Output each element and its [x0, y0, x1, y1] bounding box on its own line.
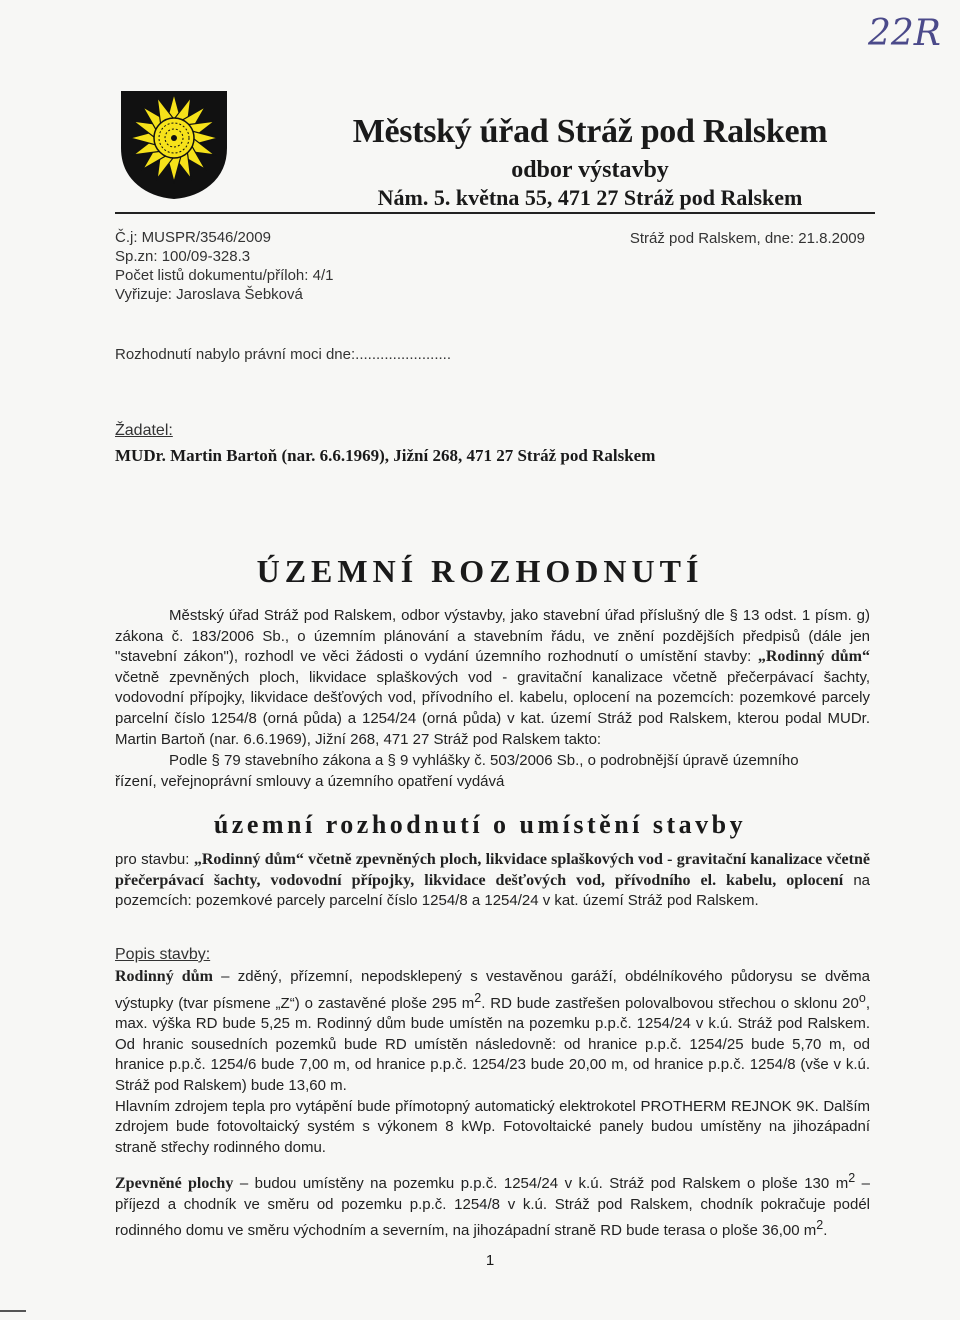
document-meta — [115, 228, 515, 304]
handwritten-annotation: 22R — [868, 13, 941, 54]
text-span: – budou umístěny na pozemku p.p.č. 1254/24 v k.ú. Stráž pod Ralskem o ploše 130 m — [233, 1175, 849, 1192]
text-span: pro stavbu: — [115, 851, 194, 868]
handler-name: Vyřizuje: Jaroslava Šebková — [115, 286, 303, 303]
text-span: Městský úřad Stráž pod Ralskem, odbor výstavby, jako stavební úřad příslušný dle § 13 odst. 1 písm. g) zákona č. 183/2006 Sb., o územním plánování a stavebním řádu, ve znění pozdějších předpisů (dále jen "stavební zákon"), rozhodl ve věci žádosti o vydání územního rozhodnutí o umístění stavby: — [115, 607, 870, 666]
reference-number: Č.j: MUSPR/3546/2009 — [115, 229, 271, 246]
page-count: Počet listů dokumentu/příloh: 4/1 — [115, 267, 334, 284]
applicant-label: Žadatel: — [115, 422, 173, 439]
decision-subtitle: územní rozhodnutí o umístění stavby — [213, 810, 747, 839]
superscript: 2 — [474, 990, 482, 1005]
section-heading: Popis stavby: — [115, 946, 211, 963]
text-span: na pozemcích: pozemkové parcely parcelní číslo 1254/8 a 1254/24 v kat. území Stráž pod Ralskem. — [115, 871, 870, 910]
applicant-name: MUDr. Martin Bartoň (nar. 6.6.1969), Jižní 268, 471 27 Stráž pod Ralskem — [115, 446, 656, 465]
superscript: o — [858, 990, 866, 1005]
text-span: . RD bude zastřešen polovalbovou střechou o sklonu 20 — [481, 994, 859, 1012]
page-number: 1 — [485, 1252, 495, 1269]
text-span: – příjezd a chodník ve směru od pozemku p.p.č. 1254/8 v k.ú. Stráž pod Ralskem, chodník pokračuje podél rodinného domu ve směru východním a severním, na jihozápadní straně RD bude terasa o ploše 36,00 m — [115, 1175, 870, 1240]
text-span: . — [823, 1222, 828, 1240]
text-line: řízení, veřejnoprávní smlouvy a územního opatření vydává — [115, 772, 505, 790]
town-crest-sunflower-logo — [118, 88, 230, 200]
bold-span: Rodinný dům — [115, 968, 213, 985]
bold-span: „Rodinný dům“ — [757, 648, 870, 666]
document-title: ÚZEMNÍ ROZHODNUTÍ — [256, 553, 704, 589]
document-date: Stráž pod Ralskem, dne: 21.8.2009 — [629, 230, 865, 247]
department-name: odbor výstavby — [511, 157, 669, 183]
office-address: Nám. 5. května 55, 471 27 Stráž pod Ralskem — [377, 185, 803, 210]
heating-description: Hlavním zdrojem tepla pro vytápění bude přímotopný automatický elektrokotel PROTHERM REJNOK 9K. Dalším zdrojem bude fotovoltaický systém s výkonem 8 kWp. Fotovoltaické panely budou umístěny na jihozápadní straně střechy rodinného domu. — [115, 1097, 870, 1156]
paved-areas-paragraph — [115, 1168, 870, 1242]
text-span: , max. výška RD bude 5,25 m. Rodinný dům bude umístěn na pozemku p.p.č. 1254/24 v k.ú. Stráž pod Ralskem. Od hranic sousedních pozemků bude RD umístěn následovně: od hranice p.p.č. 1254/25 bude 5,70 m, od hranice p.p.č. 1254/6 bude 7,00 m, od hranice p.p.č. 1254/23 bude 20,00 m, od hranice p.p.č. 1254/8 (vše v k.ú. Stráž pod Ralskem) bude 13,60 m. — [115, 994, 870, 1094]
text-span: – zděný, přízemní, nepodsklepený s vestavěnou garáží, obdélníkového půdorysu se dvěma výstupky (tvar písmene „Z“) o zastavěné ploše 295 m — [115, 968, 870, 1012]
text-span: včetně zpevněných ploch, likvidace splaškových vod - gravitační kanalizace včetně přečerpávací šachty, vodovodní přípojky, likvidace dešťových vod, přívodního el. kabelu, oplocení na pozemcích: pozemkové parcely parcelní číslo 1254/8 (orná půda) a 1254/24 (orná půda) v kat. území Stráž pod Ralskem, kterou podal MUDr. Martin Bartoň (nar. 6.6.1969), Jižní 268, 471 27 Stráž pod Ralskem takto: — [115, 668, 870, 748]
legal-basis-paragraph — [115, 751, 870, 792]
bold-span: „Rodinný dům“ včetně zpevněných ploch, likvidace splaškových vod - gravitační kanalizace včetně přečerpávací šachty, vodovodní přípojky, likvidace dešťových vod, přívodního el. kabelu, oplocení — [115, 851, 870, 889]
office-name: Městský úřad Stráž pod Ralskem — [352, 113, 828, 150]
house-description — [115, 967, 870, 1097]
file-number: Sp.zn: 100/09-328.3 — [115, 248, 251, 265]
legal-force-line: Rozhodnutí nabylo právní moci dne:....................... — [115, 346, 451, 363]
house-description-paragraph — [115, 967, 870, 1158]
superscript: 2 — [816, 1218, 824, 1233]
decision-paragraph — [115, 606, 870, 750]
text-line: Podle § 79 stavebního zákona a § 9 vyhlášky č. 503/2006 Sb., o podrobnější úpravě územního — [169, 752, 799, 769]
scan-edge-mark — [0, 1310, 26, 1312]
bold-span: Zpevněné plochy — [115, 1175, 234, 1192]
construction-paragraph — [115, 850, 870, 912]
superscript: 2 — [848, 1171, 856, 1185]
header-divider — [115, 212, 875, 214]
